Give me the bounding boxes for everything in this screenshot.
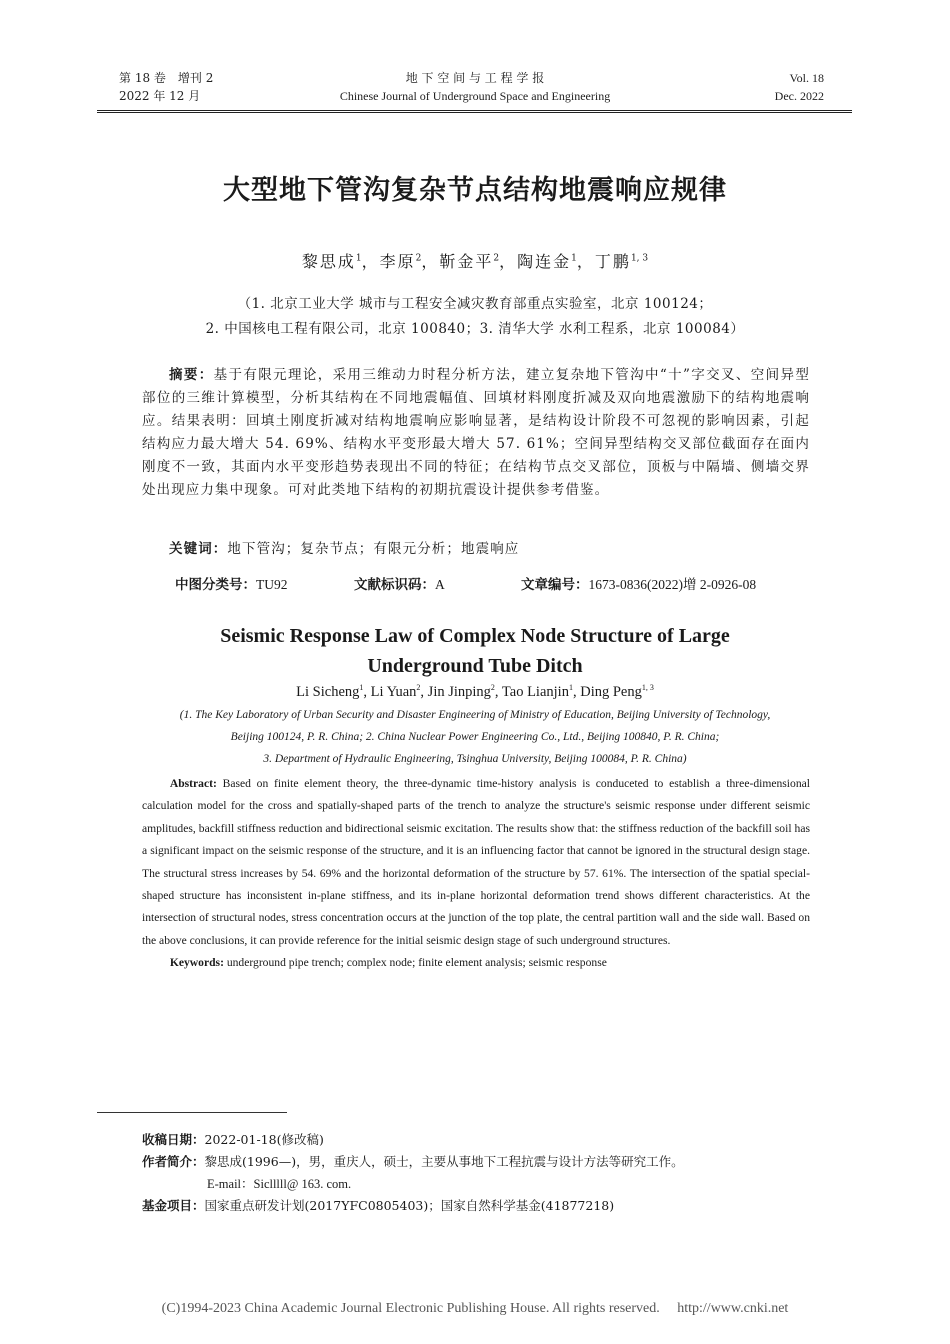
author-cn: 陶连金 (517, 252, 572, 271)
author-cn: 李原 (379, 252, 416, 271)
author-sup: 2 (416, 683, 421, 692)
keywords-en-label: Keywords: (169, 956, 224, 970)
abstract-cn-text: 基于有限元理论，采用三维动力时程分析方法，建立复杂地下管沟中“十”字交叉、空间异型部位的三维计算模型，分析其结构在不同地震幅值、回填材料刚度折减及双向地震激励下的结构地震响应。结果表明：回填土刚度折减对结构地震响应影响显著，是结构设计阶段不可忽视的影响因素，引起结构应力最大增大 54. 69%、结构水平变形最大增大 57. 61%；空间异型结构交叉部位截面存在面内刚度不一致，其面内水平变形趋势表现出不同的特征；在结构节点交叉部位，顶板与中隔墙、侧墙交界处出现应力集中现象。可对此类地下结构的初期抗震设计提供参考借鉴。 (142, 367, 810, 498)
header-journal (300, 69, 650, 105)
author-sup: 1 (568, 683, 573, 692)
author-email: E-mail：Siclllll@ 163. com. (207, 1177, 352, 1191)
clc-number (175, 573, 288, 593)
fund-project (142, 1195, 614, 1217)
journal-name-cn: 地 下 空 间 与 工 程 学 报 (405, 71, 545, 85)
doc-code-label: 文献标识码： (354, 577, 435, 593)
doc-code-value: A (435, 577, 445, 592)
affiliation-en-line: Beijing 100124, P. R. China; 2. China Nuclear Power Engineering Co., Ltd., Beijing 100840, P. R. China; (230, 731, 720, 743)
keywords-cn-text: 地下管沟；复杂节点；有限元分析；地震响应 (227, 541, 520, 557)
volume-issue-cn: 第 18 卷 增刊 2 (119, 71, 214, 85)
keywords-en-text: underground pipe trench; complex node; finite element analysis; seismic response (223, 956, 607, 970)
author-sup: 1, 3 (641, 683, 654, 692)
author-en: Jin Jinping (427, 683, 491, 700)
copyright-notice: (C)1994-2023 China Academic Journal Electronic Publishing House. All rights reserved. http://www.cnki.net (161, 1301, 789, 1316)
title-en-text: Seismic Response Law of Complex Node Structure of Large Underground Tube Ditch (220, 625, 730, 677)
document-code (354, 573, 445, 593)
authors-en: Li Sicheng$^1$, Li Yuan$^2$, Jin Jinping$^2$, Tao Lianjin$^1$, Ding Peng$^{1, 3}$ (296, 683, 654, 700)
author-sup: 2 (493, 253, 500, 264)
received-date (142, 1129, 324, 1151)
author-en: Li Yuan (370, 683, 417, 700)
author-sup: 2 (490, 683, 495, 692)
footnote-divider (97, 1112, 287, 1113)
author-cn: 靳金平 (439, 252, 494, 271)
abstract-cn (142, 364, 810, 502)
fund-label: 基金项目： (142, 1198, 205, 1213)
fund-value: 国家重点研发计划(2017YFC0805403)；国家自然科学基金(41877218) (204, 1198, 615, 1213)
page-title-en (0, 621, 950, 681)
clc-label: 中图分类号： (175, 577, 256, 593)
date-cn: 2022 年 12 月 (119, 89, 201, 103)
article-number-value: 1673-0836(2022)增 2-0926-08 (588, 577, 757, 592)
affiliation-en-line: (1. The Key Laboratory of Urban Security and Disaster Engineering of Ministry of Education, Beijing University of Technology, (179, 709, 771, 721)
article-number (521, 573, 756, 593)
header-divider (97, 110, 852, 113)
abstract-en-label: Abstract: (169, 777, 217, 790)
received-value: 2022-01-18(修改稿) (204, 1132, 324, 1147)
volume-en: Vol. 18 (789, 71, 824, 85)
abstract-cn-label: 摘要： (169, 367, 214, 383)
author-en: Ding Peng (580, 683, 642, 700)
abstract-en (142, 773, 810, 975)
author-bio-label: 作者简介： (142, 1154, 205, 1169)
author-bio (142, 1151, 684, 1173)
author-en: Tao Lianjin (501, 683, 569, 700)
author-en: Li Sicheng (296, 683, 360, 700)
journal-name-en: Chinese Journal of Underground Space and Engineering (339, 89, 611, 103)
author-sup: 1, 3 (630, 253, 649, 264)
author-cn: 黎思成 (301, 252, 356, 271)
author-sup: 2 (415, 253, 422, 264)
author-bio-value: 黎思成(1996—)，男，重庆人，硕士，主要从事地下工程抗震与设计方法等研究工作。 (204, 1154, 684, 1169)
keywords-cn (142, 538, 810, 561)
affiliation-cn-line: （1. 北京工业大学 城市与工程安全减灾教育部重点实验室，北京 100124； (237, 296, 713, 312)
clc-value: TU92 (256, 577, 288, 592)
author-sup: 1 (359, 683, 364, 692)
page-title-cn: 大型地下管沟复杂节点结构地震响应规律 (223, 175, 727, 206)
received-label: 收稿日期： (142, 1132, 205, 1147)
authors-cn: 黎思成$^1$，李原$^2$，靳金平$^2$，陶连金$^1$，丁鹏$^{1, 3}$ (301, 252, 649, 271)
article-number-label: 文章编号： (521, 577, 589, 593)
abstract-en-text: Based on finite element theory, the three-dynamic time-history analysis is conduceted to establish a three-dimensional calculation model for the cross and spatially-shaped parts of the trench to analyze the structure's seismic response under different seismic amplitudes, backfill stiffness reduction and bidirectional seismic excitation. The results show that: the stiffness reduction of the backfill soil has a significant impact on the seismic response of the structure, and it is an influencing factor that cannot be ignored in the structural design stage. The structural stress increases by 54. 69% and the horizontal deformation of the structure by 57. 61%. The intersection of the spatial special-shaped structure has inconsistent in-plane stiffness, and its in-plane horizontal deformation trend shows different characteristics. At the intersection of structural nodes, stress concentration occurs at the junction of the top plate, the central partition wall and the side wall. Based on the above conclusions, it can provide reference for the initial seismic design stage of such underground structures. (142, 777, 810, 947)
affiliation-en-line: 3. Department of Hydraulic Engineering, Tsinghua University, Beijing 100084, P. R. China) (263, 753, 687, 765)
author-cn: 丁鹏 (594, 252, 631, 271)
affiliation-cn-line: 2. 中国核电工程有限公司，北京 100840；3. 清华大学 水利工程系，北京 100084） (205, 321, 745, 337)
author-sup: 1 (355, 253, 362, 264)
header-volume-cn (119, 69, 213, 105)
header-volume-en (775, 69, 824, 105)
keywords-cn-label: 关键词： (169, 541, 228, 557)
date-en: Dec. 2022 (774, 89, 824, 103)
author-sup: 1 (571, 253, 577, 264)
